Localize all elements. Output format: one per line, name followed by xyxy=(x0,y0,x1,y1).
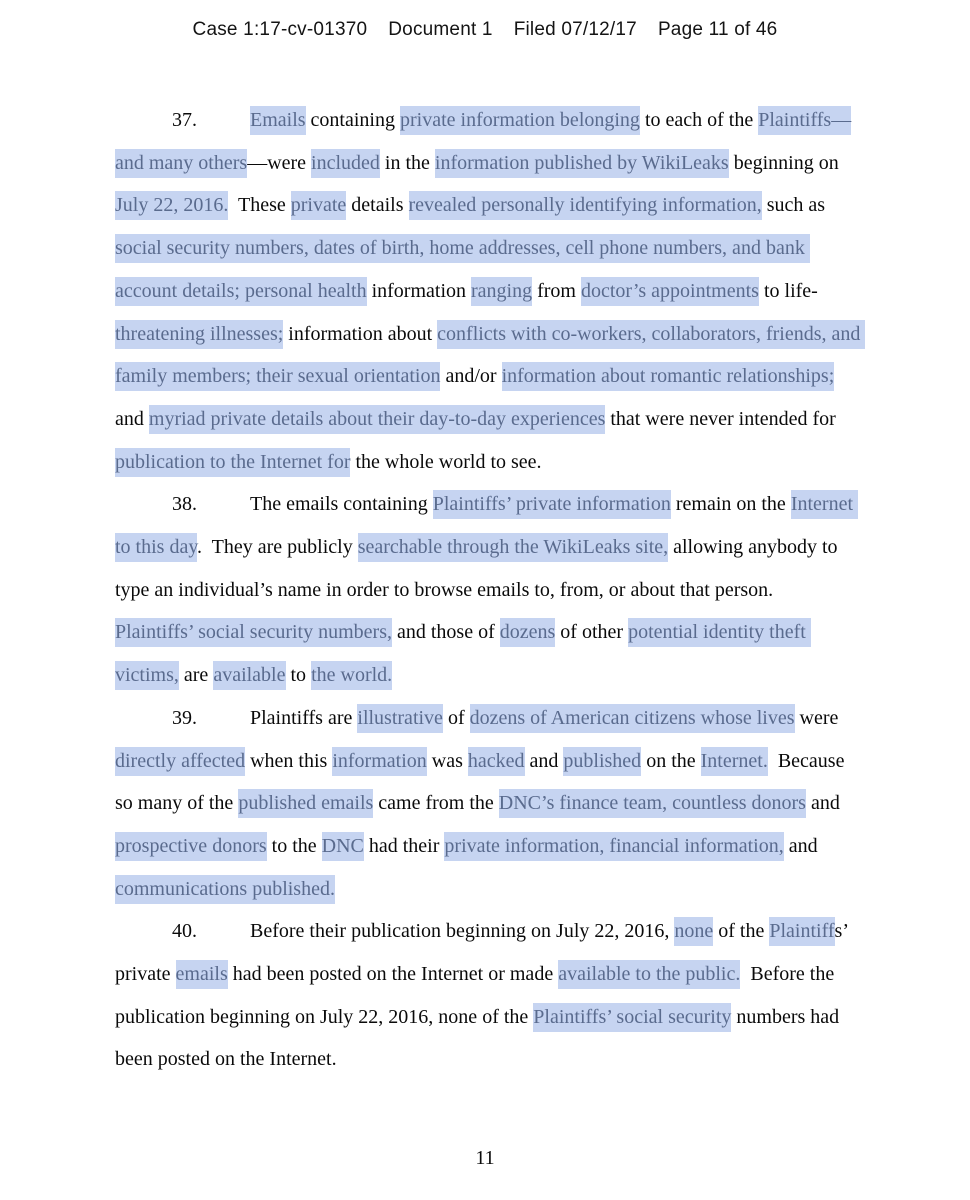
highlighted-text: Emails xyxy=(250,106,306,135)
body-text: to each of the xyxy=(639,109,759,131)
body-text: s’ private xyxy=(115,920,853,986)
body-text: were xyxy=(794,706,844,729)
body-text: information xyxy=(366,279,472,302)
body-text: to xyxy=(285,664,312,687)
body-text: had their xyxy=(363,834,445,857)
body-text: of other xyxy=(555,621,629,644)
highlighted-text: communications published. xyxy=(115,875,335,904)
body-text: . They are publicly xyxy=(197,536,358,559)
highlighted-text: July 22, 2016. xyxy=(115,191,228,220)
highlighted-text: information published by WikiLeaks xyxy=(435,149,729,178)
highlighted-text: published emails xyxy=(238,789,373,818)
body-text: and xyxy=(115,365,840,430)
body-text: Before the publication beginning on July 22, 2016, none of the xyxy=(115,963,840,1028)
highlighted-text: directly affected xyxy=(115,747,245,776)
body-text: and xyxy=(524,749,564,772)
highlighted-text: DNC xyxy=(322,832,364,861)
page-indicator: Page 11 of 46 xyxy=(657,19,778,40)
highlighted-text: Internet. xyxy=(701,747,768,776)
paragraph xyxy=(115,99,866,483)
highlighted-text: publication to the Internet for xyxy=(115,448,350,477)
highlighted-text: Plaintiffs’ social security xyxy=(533,1003,731,1032)
highlighted-text: searchable through the WikiLeaks site, xyxy=(358,533,668,562)
highlighted-text: private information belonging xyxy=(400,106,640,135)
body-text: information about xyxy=(283,322,438,345)
highlighted-text: emails xyxy=(176,960,228,989)
paragraph-number: 39. xyxy=(172,706,197,729)
highlighted-text: none xyxy=(674,917,713,946)
case-number: Case 1:17-cv-01370 xyxy=(192,19,368,40)
body-text: from xyxy=(532,279,581,302)
body-text: —were xyxy=(247,151,312,174)
case-header xyxy=(0,19,970,41)
body-text: and/or xyxy=(440,365,502,388)
body-text: and xyxy=(783,834,823,857)
body-text: came from the xyxy=(373,792,499,815)
highlighted-text: doctor’s appointments xyxy=(581,277,759,306)
body-text: when this xyxy=(245,749,333,772)
body-text: numbers had been posted on the Internet. xyxy=(115,1005,845,1071)
body-text: beginning on xyxy=(728,151,844,174)
highlighted-text: included xyxy=(311,149,380,178)
highlighted-text: the world. xyxy=(311,661,392,690)
highlighted-text: Plaintiffs’ private information xyxy=(433,490,671,519)
highlighted-text: conflicts with co-workers, collaborators, friends, and family members; their sexual orientation xyxy=(115,320,865,392)
highlighted-text: information xyxy=(332,747,426,776)
body-text: to the xyxy=(266,834,322,857)
body-text: containing xyxy=(305,109,400,131)
highlighted-text: revealed personally identifying information, xyxy=(409,191,762,220)
body-text: details xyxy=(346,194,409,217)
body-text: was xyxy=(426,749,468,772)
filed-date: Filed 07/12/17 xyxy=(513,19,637,40)
body-text: that were never intended for xyxy=(605,407,841,430)
paragraph xyxy=(115,483,861,697)
highlighted-text: threatening illnesses; xyxy=(115,320,283,349)
paragraph xyxy=(115,697,861,911)
highlighted-text: social security numbers, dates of birth, home addresses, cell phone numbers, and bank account details; personal health xyxy=(115,234,810,306)
body-text: Because so many of the xyxy=(115,749,850,815)
paragraph-number: 40. xyxy=(172,920,197,943)
highlighted-text: private xyxy=(291,191,347,220)
document-number: Document 1 xyxy=(388,19,493,40)
highlighted-text: illustrative xyxy=(357,704,443,733)
body-text: such as xyxy=(761,194,831,217)
body-text: of xyxy=(442,706,470,729)
body-text: The emails containing xyxy=(250,493,433,516)
body-text: the whole world to see. xyxy=(350,450,542,473)
highlighted-text: dozens of American citizens whose lives xyxy=(470,704,795,733)
paragraph xyxy=(115,910,861,1081)
highlighted-text: hacked xyxy=(468,747,525,776)
highlighted-text: ranging xyxy=(471,277,532,306)
body-text: Before their publication beginning on July 22, 2016, xyxy=(250,920,675,943)
body-text: in the xyxy=(379,151,435,174)
paragraph-number: 38. xyxy=(172,493,197,516)
highlighted-text: potential identity theft victims, xyxy=(115,618,811,690)
document-body xyxy=(115,99,866,1081)
highlighted-text: Internet to this day xyxy=(115,490,858,562)
highlighted-text: prospective donors xyxy=(115,832,267,861)
highlighted-text: published xyxy=(563,747,641,776)
body-text: remain on the xyxy=(670,493,791,516)
highlighted-text: available xyxy=(213,661,285,690)
page-number: 11 xyxy=(475,1147,495,1169)
body-text: on the xyxy=(641,749,701,772)
body-text: and xyxy=(805,792,845,815)
body-text: are xyxy=(178,664,214,687)
body-text: allowing anybody to type an individual’s name in order to browse emails to, from, or about that person. xyxy=(115,536,843,601)
highlighted-text: Plaintiff xyxy=(769,917,834,946)
highlighted-text: Plaintiffs’ social security numbers, xyxy=(115,618,392,647)
highlighted-text: myriad private details about their day-to-day experiences xyxy=(149,405,605,434)
body-text: of the xyxy=(713,920,770,943)
body-text: had been posted on the Internet or made xyxy=(227,963,559,986)
highlighted-text: private information, financial information, xyxy=(444,832,783,861)
paragraph-number: 37. xyxy=(172,109,197,131)
body-text: These xyxy=(228,194,291,217)
body-text: Plaintiffs are xyxy=(250,706,358,729)
highlighted-text: information about romantic relationships; xyxy=(502,362,835,391)
body-text: and those of xyxy=(391,621,500,644)
highlighted-text: DNC’s finance team, countless donors xyxy=(499,789,806,818)
highlighted-text: dozens xyxy=(500,618,556,647)
highlighted-text: Plaintiffs—and many others xyxy=(115,106,851,178)
highlighted-text: available to the public. xyxy=(558,960,740,989)
body-text: to life- xyxy=(758,279,818,302)
